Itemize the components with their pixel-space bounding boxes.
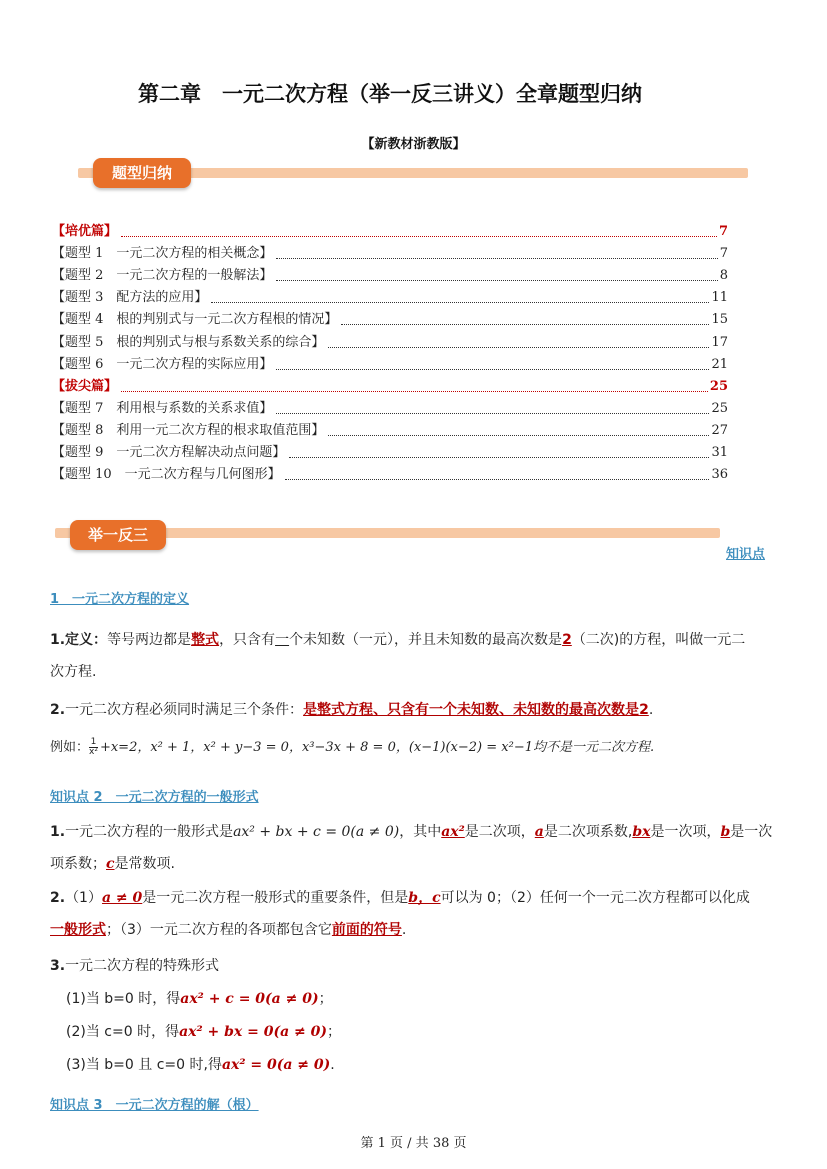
text: 等号两边都是 bbox=[107, 632, 192, 648]
document-title: 第二章 一元二次方程（举一反三讲义）全章题型归纳 bbox=[138, 82, 642, 106]
toc-leader-dots bbox=[285, 479, 710, 480]
special-form-1 bbox=[66, 983, 794, 1015]
text: ，其中 bbox=[399, 824, 442, 840]
text: . bbox=[330, 1057, 335, 1073]
toc-label: 【题型 4 根的判别式与一元二次方程根的情况】 bbox=[52, 312, 338, 328]
item-number: 1. bbox=[50, 824, 66, 840]
highlight-text: 整式 bbox=[191, 632, 220, 648]
toc-page-number: 36 bbox=[711, 467, 728, 483]
toc-leader-dots bbox=[276, 280, 717, 281]
toc-row[interactable] bbox=[52, 308, 728, 328]
text: (1)当 b=0 时，得 bbox=[66, 991, 181, 1007]
toc-page-number: 25 bbox=[709, 378, 728, 394]
kp1-example bbox=[50, 732, 778, 764]
toc-page-number: 11 bbox=[711, 290, 728, 306]
text: ；（3）一元二次方程的各项都包含它 bbox=[106, 922, 332, 938]
toc-label: 【拔尖篇】 bbox=[52, 378, 118, 394]
knowledge-tag: 知识点 bbox=[726, 547, 766, 562]
toc-row[interactable] bbox=[52, 353, 728, 373]
highlight-text: 2 bbox=[562, 632, 572, 648]
text: 一元二次方程的一般形式是 bbox=[65, 824, 234, 840]
toc-leader-dots bbox=[341, 324, 709, 325]
page-footer: 第 1 页 / 共 38 页 bbox=[360, 1136, 467, 1151]
toc-label: 【题型 10 一元二次方程与几何图形】 bbox=[52, 467, 281, 483]
toc-leader-dots bbox=[276, 369, 709, 370]
separator: 、 bbox=[499, 702, 514, 718]
toc-leader-dots bbox=[121, 391, 708, 392]
toc-page-number: 25 bbox=[711, 400, 728, 416]
text: 项系数； bbox=[50, 856, 106, 872]
toc-page-number: 7 bbox=[718, 224, 728, 239]
text: 是一次项， bbox=[650, 824, 721, 840]
highlight-text: c bbox=[106, 856, 115, 872]
text: 是一次 bbox=[730, 824, 773, 840]
text: 例如： bbox=[50, 740, 90, 755]
toc-leader-dots bbox=[289, 457, 709, 458]
highlight-text: 一般形式 bbox=[50, 922, 106, 938]
item-number: 2. bbox=[50, 702, 66, 718]
toc-row[interactable] bbox=[52, 264, 728, 284]
text: 是常数项. bbox=[114, 856, 175, 872]
highlight-text: ax² bbox=[441, 824, 465, 840]
toc-leader-dots bbox=[121, 236, 717, 237]
text: 是二次项， bbox=[464, 824, 535, 840]
toc-label: 【题型 2 一元二次方程的一般解法】 bbox=[52, 268, 273, 284]
toc-row[interactable] bbox=[52, 397, 728, 417]
text: 一 bbox=[275, 632, 290, 648]
text: 是一元二次方程一般形式的重要条件，但是 bbox=[142, 890, 409, 906]
formula: ax² + c = 0(a ≠ 0) bbox=[180, 991, 319, 1007]
special-form-3 bbox=[66, 1049, 794, 1081]
kp2-general-form bbox=[50, 816, 778, 880]
text: 是二次项系数, bbox=[543, 824, 633, 840]
text: （1） bbox=[65, 890, 102, 906]
toc-label: 【题型 8 利用一元二次方程的根求取值范围】 bbox=[52, 422, 325, 438]
highlight-text: b bbox=[720, 824, 731, 840]
example-equations: +x=2，x² + 1，x² + y−3 = 0，x³−3x + 8 = 0，(x−1)(x−2) = x²−1均不是一元二次方程. bbox=[99, 740, 655, 755]
highlight-text: 是整式方程 bbox=[303, 702, 374, 718]
highlight-text: bx bbox=[632, 824, 651, 840]
toc-label: 【题型 3 配方法的应用】 bbox=[52, 290, 208, 306]
toc-label: 【培优篇】 bbox=[52, 224, 118, 239]
toc-leader-dots bbox=[328, 347, 709, 348]
formula: ax² + bx = 0(a ≠ 0) bbox=[179, 1024, 328, 1040]
fraction bbox=[89, 738, 98, 757]
toc-section-heading: 题型归纳 bbox=[93, 158, 191, 188]
special-form-2 bbox=[66, 1016, 794, 1048]
toc-page-number: 15 bbox=[711, 312, 728, 328]
highlight-text: 只含有一个未知数 bbox=[387, 702, 500, 718]
toc-page-number: 8 bbox=[719, 268, 728, 284]
document-subtitle: 【新教材浙教版】 bbox=[361, 137, 466, 152]
toc-row[interactable] bbox=[52, 220, 728, 240]
toc-label: 【题型 7 利用根与系数的关系求值】 bbox=[52, 400, 273, 416]
highlight-text: a bbox=[534, 824, 544, 840]
toc-leader-dots bbox=[211, 302, 709, 303]
text: 一元二次方程必须同时满足三个条件： bbox=[65, 702, 304, 718]
kp2-heading: 知识点 2 一元二次方程的一般形式 bbox=[50, 790, 259, 805]
toc-row[interactable] bbox=[52, 286, 728, 306]
text: . bbox=[401, 922, 407, 938]
text: 可以为 0；（2）任何一个一元二次方程都可以化成 bbox=[440, 890, 750, 906]
toc-row[interactable] bbox=[52, 242, 728, 262]
toc-row[interactable] bbox=[52, 441, 728, 461]
fraction-denominator: x² bbox=[89, 747, 98, 757]
item-number: 1.定义： bbox=[50, 632, 108, 648]
toc-leader-dots bbox=[276, 258, 717, 259]
text: . bbox=[648, 702, 654, 718]
formula: ax² + bx + c = 0(a ≠ 0) bbox=[233, 824, 400, 840]
kp3-heading: 知识点 3 一元二次方程的解（根） bbox=[50, 1098, 259, 1113]
highlight-text: 前面的符号 bbox=[331, 922, 402, 938]
toc-page-number: 27 bbox=[711, 422, 728, 438]
toc-row[interactable] bbox=[52, 419, 728, 439]
kp1-heading: 1 一元二次方程的定义 bbox=[50, 592, 190, 607]
toc-leader-dots bbox=[328, 435, 709, 436]
separator: 、 bbox=[373, 702, 388, 718]
toc-page-number: 7 bbox=[719, 246, 728, 262]
text: ； bbox=[318, 991, 333, 1007]
text: 次方程. bbox=[50, 664, 97, 680]
kp1-conditions bbox=[50, 694, 778, 726]
toc-label: 【题型 6 一元二次方程的实际应用】 bbox=[52, 356, 273, 372]
kp1-definition bbox=[50, 624, 778, 688]
formula: ax² = 0(a ≠ 0) bbox=[221, 1057, 331, 1073]
highlight-text: 未知数的最高次数是 bbox=[513, 702, 640, 718]
text: ，只含有 bbox=[219, 632, 276, 648]
toc-row[interactable] bbox=[52, 375, 728, 395]
text: 一元二次方程的特殊形式 bbox=[65, 958, 220, 974]
text: (3)当 b=0 且 c=0 时,得 bbox=[66, 1057, 222, 1073]
item-number: 2. bbox=[50, 890, 66, 906]
highlight-text: a ≠ 0 bbox=[101, 890, 143, 906]
toc-page-number: 17 bbox=[711, 334, 728, 350]
toc-leader-dots bbox=[276, 413, 709, 414]
kp2-notes bbox=[50, 882, 778, 946]
toc-label: 【题型 5 根的判别式与根与系数关系的综合】 bbox=[52, 334, 325, 350]
main-section-heading: 举一反三 bbox=[70, 520, 166, 550]
text: （二次)的方程，叫做一元二 bbox=[571, 632, 746, 648]
toc-label: 【题型 9 一元二次方程解决动点问题】 bbox=[52, 445, 286, 460]
toc-row[interactable] bbox=[52, 463, 728, 483]
toc-page-number: 21 bbox=[711, 356, 728, 372]
highlight-text: 2 bbox=[639, 702, 649, 718]
text: (2)当 c=0 时，得 bbox=[66, 1024, 180, 1040]
kp2-special-forms bbox=[50, 950, 778, 982]
toc-label: 【题型 1 一元二次方程的相关概念】 bbox=[52, 246, 273, 262]
toc-page-number: 31 bbox=[711, 445, 728, 460]
text: ； bbox=[327, 1024, 342, 1040]
fraction-numerator: 1 bbox=[90, 737, 97, 747]
item-number: 3. bbox=[50, 958, 66, 974]
text: 个未知数（一元），并且未知数的最高次数是 bbox=[289, 632, 563, 648]
toc-row[interactable] bbox=[52, 331, 728, 351]
highlight-text: b，c bbox=[408, 890, 441, 906]
